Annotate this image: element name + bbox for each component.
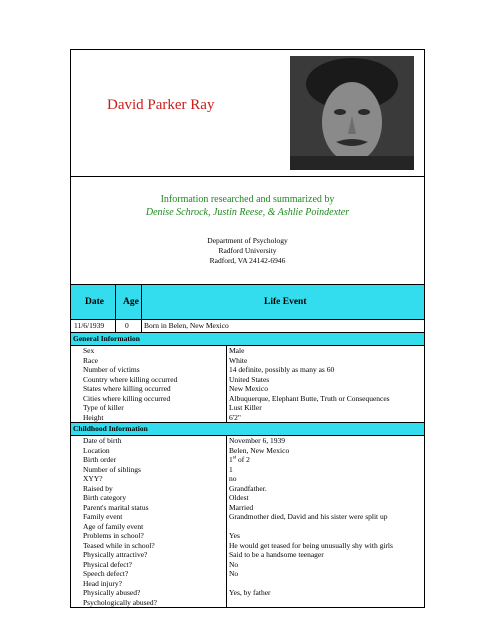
table-row <box>71 403 424 413</box>
table-row <box>71 346 424 356</box>
table-row <box>71 394 424 404</box>
row-value <box>226 579 229 589</box>
table-row <box>71 550 424 560</box>
general-info-header: General Information <box>71 333 424 346</box>
row-label: Physically attractive? <box>83 550 148 559</box>
row-value: New Mexico <box>226 384 268 394</box>
dept-line-2: Radford University <box>218 246 277 255</box>
row-value: November 6, 1939 <box>226 436 285 446</box>
general-info-rows <box>71 346 424 422</box>
row-value: Oldest <box>226 493 249 503</box>
row-label: Psychologically abused? <box>83 597 157 607</box>
table-row <box>71 588 424 598</box>
row-label: Family event <box>83 512 123 521</box>
row-label: Country where killing occurred <box>83 374 178 384</box>
row-label: Speech defect? <box>83 569 129 578</box>
row-value <box>226 522 229 532</box>
born-age: 0 <box>125 321 129 330</box>
row-value <box>226 598 229 608</box>
table-row <box>71 493 424 503</box>
row-label: Location <box>83 445 110 455</box>
table-row <box>71 455 424 465</box>
born-date: 11/6/1939 <box>74 321 105 330</box>
row-label: Number of victims <box>83 365 140 374</box>
credits-title: Information researched and summarized by <box>160 194 335 205</box>
row-value: Married <box>226 503 253 513</box>
row-label: States where killing occurred <box>83 384 171 393</box>
row-label: Teased while in school? <box>83 540 155 550</box>
department-block <box>71 236 424 266</box>
row-label: Raised by <box>83 483 113 493</box>
table-row <box>71 356 424 366</box>
row-value: no <box>226 474 237 484</box>
credits-cell <box>71 177 424 285</box>
table-row <box>71 579 424 589</box>
dept-line-1: Department of Psychology <box>207 236 288 245</box>
table-row <box>71 503 424 513</box>
portrait-photo <box>290 56 414 170</box>
table-row <box>71 474 424 484</box>
table-row <box>71 560 424 570</box>
table-row <box>71 569 424 579</box>
row-label: Birth category <box>83 493 127 502</box>
row-value: 1st of 2 <box>226 455 250 465</box>
table-row <box>71 365 424 375</box>
row-label: Parent's marital status <box>83 502 149 512</box>
row-label: Race <box>83 355 98 365</box>
row-label: Sex <box>83 346 95 355</box>
row-value: Yes, by father <box>226 588 271 598</box>
born-row <box>71 320 424 333</box>
row-value: Said to be a handsome teenager <box>226 550 324 560</box>
table-row <box>71 375 424 385</box>
row-value: 1 <box>226 465 233 475</box>
document-frame <box>70 49 425 608</box>
table-row <box>71 541 424 551</box>
row-value: Lust Killer <box>226 403 262 413</box>
subject-name: David Parker Ray <box>107 97 215 113</box>
row-value: No <box>226 569 238 579</box>
childhood-info-rows <box>71 436 424 607</box>
portrait-image <box>290 56 414 170</box>
table-row <box>71 512 424 522</box>
row-label: Physical defect? <box>83 559 132 569</box>
row-value: He would get teased for being unusually shy with girls <box>226 541 393 551</box>
table-row <box>71 413 424 423</box>
row-label: Cities where killing occurred <box>83 393 171 403</box>
row-label: Head injury? <box>83 578 122 588</box>
col-date-header: Date <box>85 297 104 307</box>
row-value: 14 definite, possibly as many as 60 <box>226 365 334 375</box>
table-header-row <box>71 285 424 320</box>
row-label: Age of family event <box>83 521 144 531</box>
table-row <box>71 446 424 456</box>
row-label: Number of siblings <box>83 464 141 474</box>
childhood-info-header: Childhood Information <box>71 422 424 436</box>
row-value: Albuquerque, Elephant Butte, Truth or Consequences <box>226 394 390 404</box>
row-value: White <box>226 356 247 366</box>
dept-line-3: Radford, VA 24142-6946 <box>209 256 286 265</box>
row-label: Problems in school? <box>83 531 144 540</box>
table-row <box>71 465 424 475</box>
col-event-header: Life Event <box>264 297 307 307</box>
row-value: United States <box>226 375 269 385</box>
row-value: No <box>226 560 238 570</box>
row-value: Grandfather. <box>226 484 267 494</box>
table-row <box>71 436 424 446</box>
table-row <box>71 598 424 608</box>
born-event: Born in Belen, New Mexico <box>144 321 229 330</box>
row-label: Height <box>83 412 104 422</box>
table-row <box>71 484 424 494</box>
row-label: Physically abused? <box>83 588 141 597</box>
header-cell <box>71 50 424 177</box>
row-label: Type of killer <box>83 403 124 412</box>
row-label: Date of birth <box>83 436 122 445</box>
row-value: Belen, New Mexico <box>226 446 289 456</box>
table-row <box>71 531 424 541</box>
col-age-header: Age <box>123 297 139 307</box>
row-label: XYY? <box>83 474 103 483</box>
row-value: 6'2" <box>226 413 241 423</box>
row-label: Birth order <box>83 455 117 464</box>
table-row <box>71 384 424 394</box>
row-value: Male <box>226 346 244 356</box>
credits-names: Denise Schrock, Justin Reese, & Ashlie Poindexter <box>145 207 350 218</box>
table-row <box>71 522 424 532</box>
row-value: Yes <box>226 531 240 541</box>
row-value: Grandmother died, David and his sister were split up <box>226 512 388 522</box>
